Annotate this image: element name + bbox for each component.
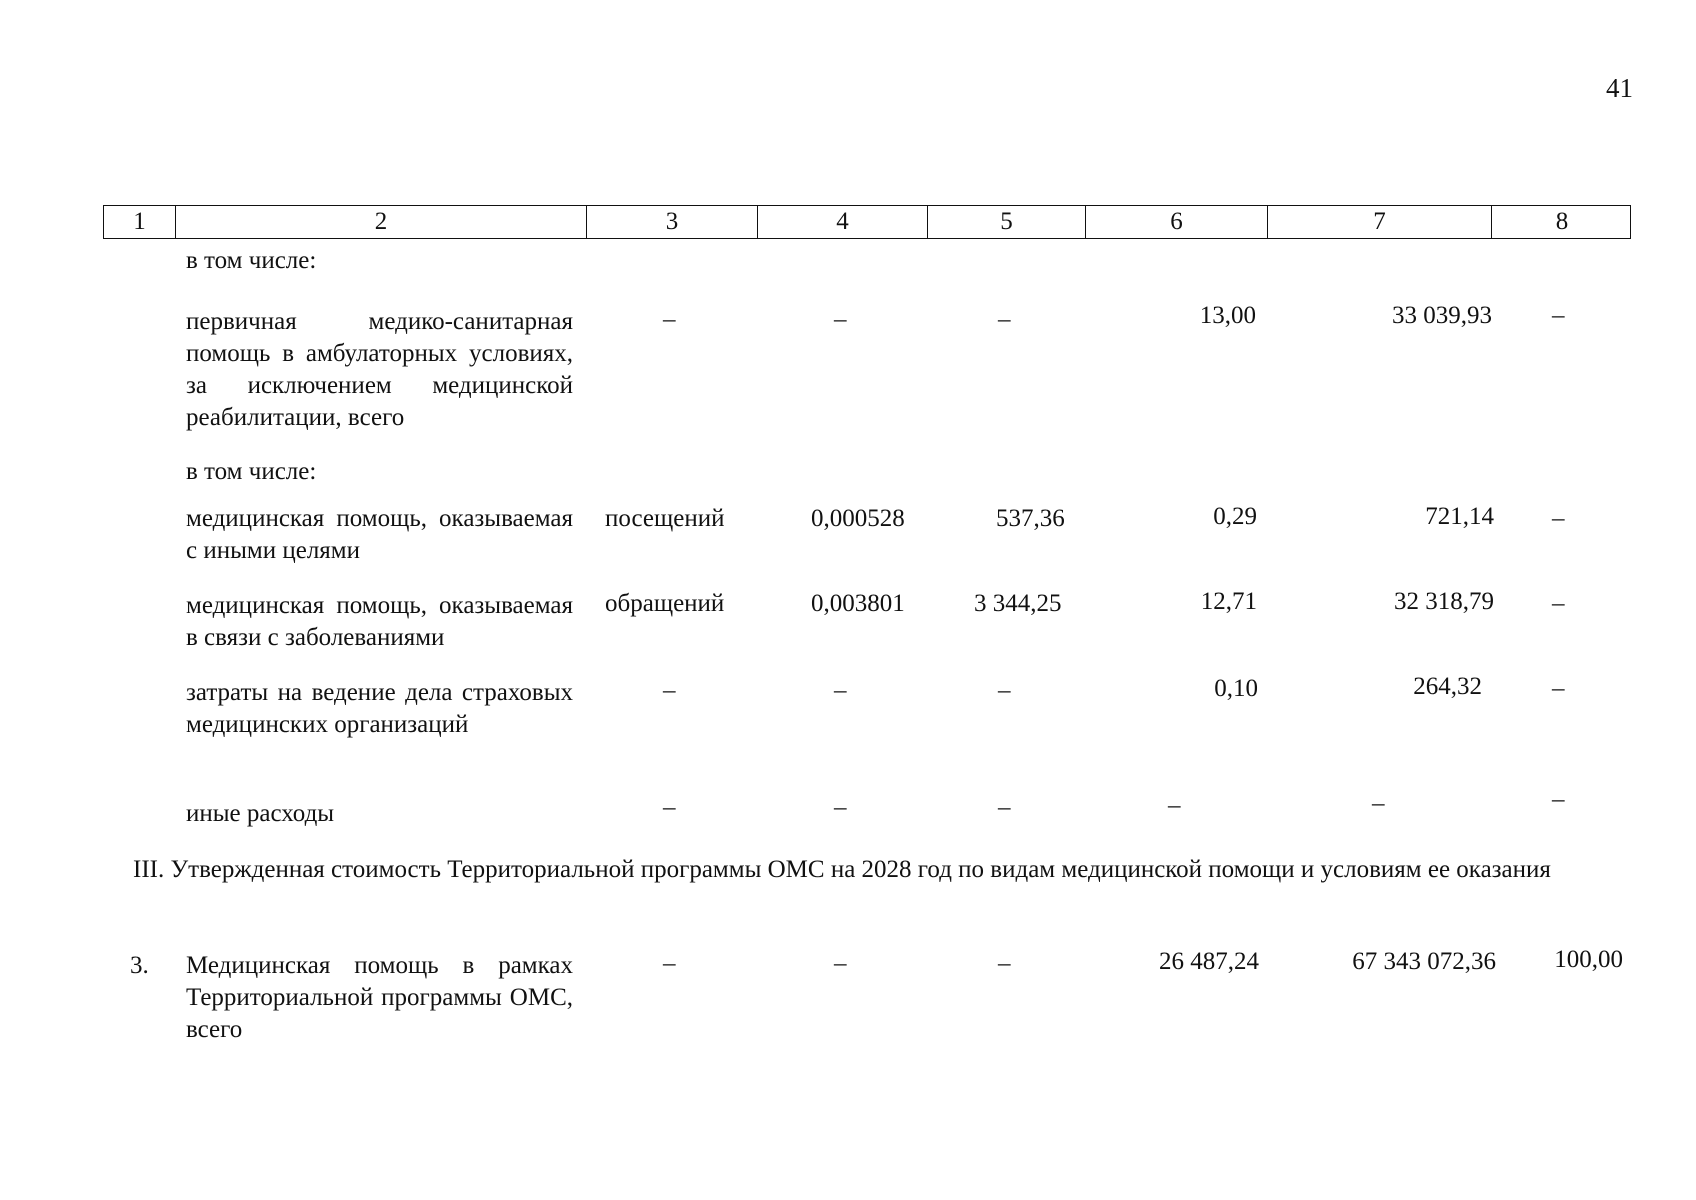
per-capita-cell: 0,29 [1213, 503, 1257, 530]
row-description: медицинская помощь, оказываемая в связи с заболеваниями [186, 592, 573, 651]
cost-cell: 537,36 [996, 505, 1065, 532]
volume-cell: 0,000528 [811, 505, 905, 532]
volume-cell: – [834, 950, 847, 977]
header-col-2: 2 [176, 206, 587, 238]
percent-cell: – [1552, 675, 1565, 702]
header-col-3: 3 [587, 206, 758, 238]
row-description: затраты на ведение дела страховых медицинских организаций [186, 679, 573, 738]
percent-cell: – [1552, 590, 1565, 617]
row-description: первичная медико-санитарная помощь в амбулаторных условиях, за исключением медицинской реабилитации, всего [186, 308, 573, 431]
section-title: III. Утвержденная стоимость Территориальной программы ОМС на 2028 год по видам медицинской помощи и условиям ее оказания [133, 856, 1551, 883]
header-col-7: 7 [1268, 206, 1492, 238]
header-col-5: 5 [928, 206, 1086, 238]
header-col-6: 6 [1086, 206, 1268, 238]
percent-cell: – [1552, 505, 1565, 532]
unit-cell: – [663, 306, 676, 333]
row-number: 3. [130, 952, 149, 979]
volume-cell: 0,003801 [811, 590, 905, 617]
total-cell: 721,14 [1425, 503, 1494, 530]
cost-cell: – [998, 677, 1011, 704]
header-col-1: 1 [104, 206, 176, 238]
cost-cell: 3 344,25 [974, 590, 1062, 617]
header-col-4: 4 [758, 206, 928, 238]
per-capita-cell: 0,10 [1214, 675, 1258, 702]
total-cell: 67 343 072,36 [1352, 948, 1496, 975]
row-description: иные расходы [186, 800, 335, 827]
cost-cell: – [998, 306, 1011, 333]
row-description: Медицинская помощь в рамках Территориальной программы ОМС, всего [186, 952, 573, 1043]
percent-cell: – [1552, 786, 1565, 813]
total-cell: 264,32 [1413, 673, 1482, 700]
per-capita-cell: 26 487,24 [1159, 948, 1259, 975]
unit-cell: – [663, 950, 676, 977]
unit-cell: – [663, 794, 676, 821]
cost-cell: – [998, 794, 1011, 821]
row-description: медицинская помощь, оказываемая с иными целями [186, 505, 573, 564]
total-cell: 32 318,79 [1394, 588, 1494, 615]
header-col-8: 8 [1555, 208, 1569, 235]
unit-cell: – [663, 677, 676, 704]
per-capita-cell: – [1168, 792, 1181, 819]
per-capita-cell: 13,00 [1199, 302, 1256, 329]
volume-cell: – [834, 794, 847, 821]
volume-cell: – [834, 677, 847, 704]
unit-cell: обращений [605, 590, 725, 617]
per-capita-cell: 12,71 [1200, 588, 1257, 615]
cost-cell: – [998, 950, 1011, 977]
total-cell: 33 039,93 [1392, 302, 1492, 329]
subgroup-label: в том числе: [186, 458, 317, 485]
unit-cell: посещений [605, 505, 725, 532]
volume-cell: – [834, 306, 847, 333]
page-number: 41 [1606, 73, 1633, 103]
subgroup-label: в том числе: [186, 247, 317, 274]
percent-cell: – [1552, 302, 1565, 329]
total-cell: – [1372, 790, 1385, 817]
table-header-row [103, 205, 1631, 239]
percent-cell: 100,00 [1554, 946, 1623, 973]
